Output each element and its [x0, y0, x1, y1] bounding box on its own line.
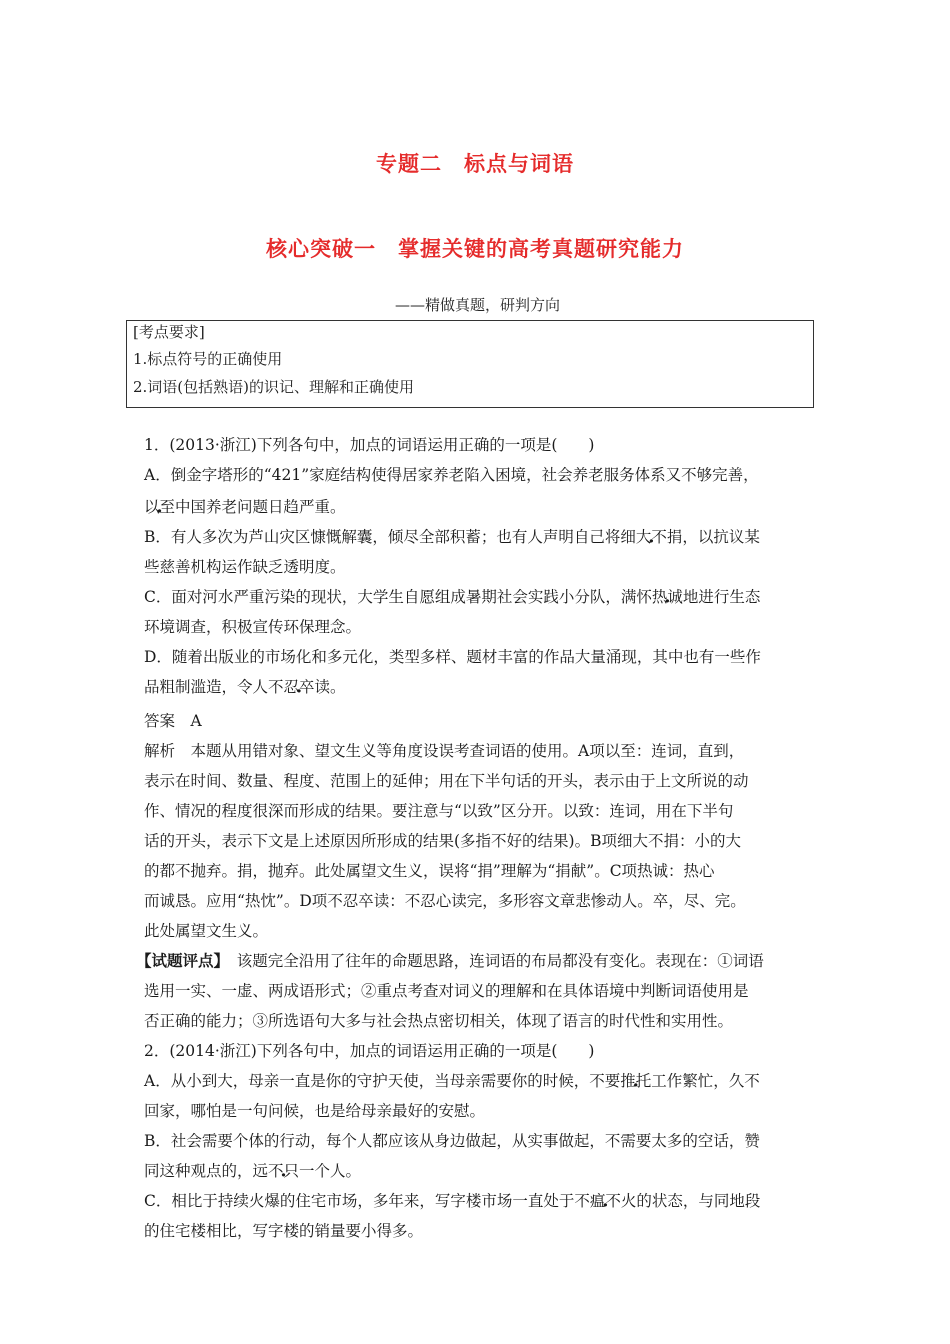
q1-analysis: 此处属望文生义。	[144, 922, 269, 940]
kaodian-box	[126, 320, 814, 408]
q2-option-c-cont: 的住宅楼相比，写字楼的销量要小得多。	[144, 1222, 424, 1240]
q1-option-b: B．有人多次为芦山灾区慷慨解囊，倾尽全部积蓄；也有人声明自己将细大不捐 ·，以抗议某	[144, 522, 824, 552]
q1-stem: 1．(2013·浙江)下列各句中，加点的词语运用正确的一项是( )	[144, 436, 595, 454]
q2-stem: 2．(2014·浙江)下列各句中，加点的词语运用正确的一项是( )	[144, 1042, 595, 1060]
q1-analysis: 表示在时间、数量、程度、范围上的延伸；用在下半句话的开头，表示由于上文所说的动	[144, 772, 749, 790]
q2-option-a: A．从小到大，母亲一直是你的守护天使，当母亲需要你的时候，不要推托 ·工作繁忙，久不	[144, 1066, 824, 1096]
q1-comment: 选用一实、一虚、两成语形式；②重点考查对词义的理解和在具体语境中判断词语使用是	[144, 982, 749, 1000]
q2-option-c: C．相比于持续火爆的住宅市场，多年来，写字楼市场一直处于不瘟不火 ·的状态，与同地段	[144, 1186, 824, 1216]
q1-option-d: D．随着出版业的市场化和多元化，类型多样、题材丰富的作品大量涌现，其中也有一些作	[144, 648, 761, 666]
dotted-word: 不只 ·	[268, 1156, 299, 1186]
dotted-word: 不忍卒读 ·	[268, 672, 330, 702]
kaodian-item: 1.标点符号的正确使用	[133, 350, 283, 368]
comment-tag: 【试题评点】	[136, 951, 222, 970]
section-title: 核心突破一 掌握关键的高考真题研究能力	[266, 237, 684, 261]
q1-analysis: 作、情况的程度很深而形成的结果。要注意与“以致”区分开。以致：连词，用在下半句	[144, 802, 734, 820]
q1-analysis: 解析 本题从用错对象、望文生义等角度设误考查词语的使用。A项以至：连词，直到，	[144, 742, 745, 760]
q2-option-a-cont: 回家，哪怕是一句问候，也是给母亲最好的安慰。	[144, 1102, 486, 1120]
dotted-word: 细大不捐 ·	[620, 522, 682, 552]
q1-analysis: 的都不抛弃。捐，抛弃。此处属望文生义，误将“捐”理解为“捐献”。C项热诚：热心	[144, 862, 715, 880]
dotted-word: 推托 ·	[620, 1066, 651, 1096]
q2-option-b-cont: 同这种观点的，远不只 ·一个人。	[144, 1156, 824, 1186]
subtitle: ——精做真题，研判方向	[395, 296, 561, 314]
q1-option-a-cont: 以至 ·中国养老问题日趋严重。	[144, 492, 824, 522]
question-content	[136, 430, 824, 1246]
kaodian-heading: [考点要求]	[133, 323, 205, 341]
kaodian-item: 2.词语(包括熟语)的识记、理解和正确使用	[133, 378, 415, 396]
q1-comment: 【试题评点】 该题完全沿用了往年的命题思路，连词语的布局都没有变化。表现在：①词语	[136, 951, 764, 970]
q2-option-b: B．社会需要个体的行动，每个人都应该从身边做起，从实事做起，不需要太多的空话，赞	[144, 1132, 760, 1150]
q1-option-b-cont: 些慈善机构运作缺乏透明度。	[144, 558, 346, 576]
q1-comment: 否正确的能力；③所选语句大多与社会热点密切相关，体现了语言的时代性和实用性。	[144, 1012, 734, 1030]
q1-option-c: C．面对河水严重污染的现状，大学生自愿组成暑期社会实践小分队，满怀热诚 ·地进行生态	[144, 582, 824, 612]
dotted-word: 不瘟不火 ·	[574, 1186, 636, 1216]
q1-analysis: 话的开头，表示下文是上述原因所形成的结果(多指不好的结果)。B项细大不捐：小的大	[144, 832, 741, 850]
dotted-word: 热诚 ·	[652, 582, 683, 612]
q1-option-c-cont: 环境调查，积极宣传环保理念。	[144, 618, 362, 636]
q1-option-d-cont: 品粗制滥造，令人不忍卒读 ·。	[144, 672, 824, 702]
dotted-word: 以至 ·	[144, 492, 175, 522]
page-title: 专题二 标点与词语	[376, 152, 574, 176]
q1-analysis: 而诚恳。应用“热忱”。D项不忍卒读：不忍心读完，多形容文章悲惨动人。卒，尽、完。	[144, 892, 746, 910]
q1-answer: 答案 A	[144, 712, 202, 730]
q1-option-a: A．倒金字塔形的“421”家庭结构使得居家养老陷入困境，社会养老服务体系又不够完善，	[144, 466, 759, 484]
